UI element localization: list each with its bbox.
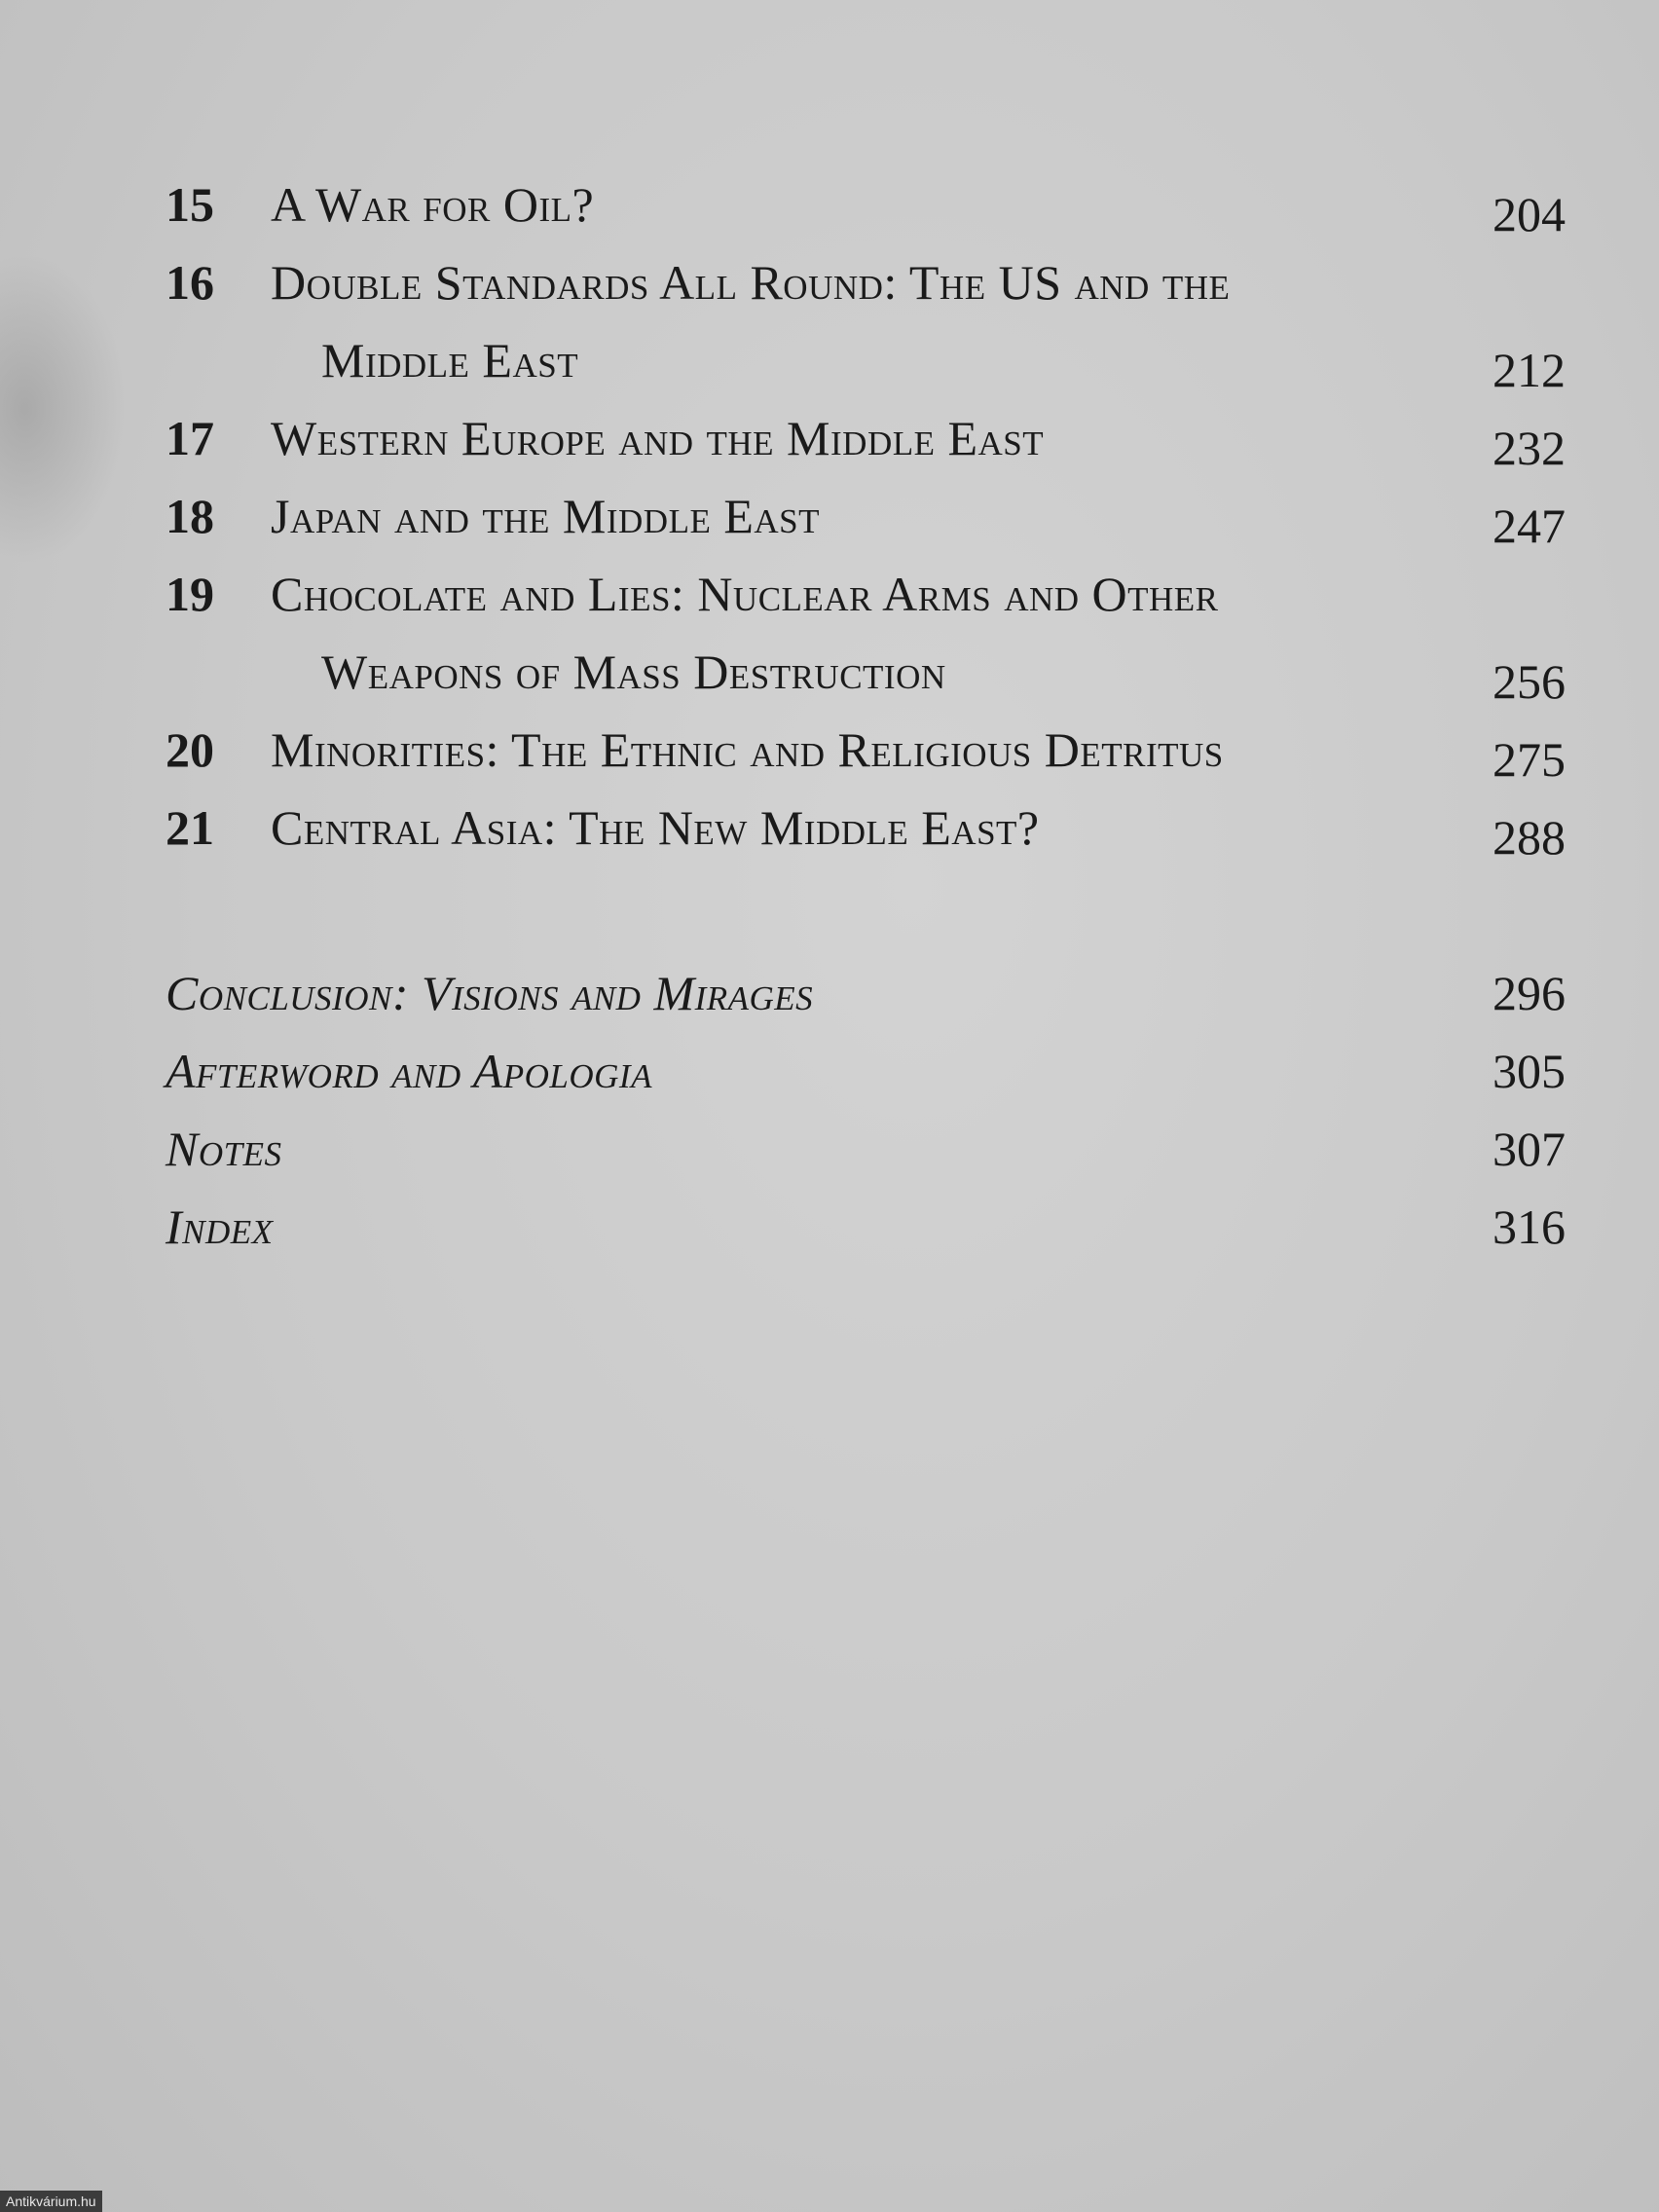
chapter-title: Central Asia: The New Middle East? (271, 800, 1040, 855)
back-matter-title: Index (166, 1199, 274, 1254)
toc-entry-notes (0, 1110, 1659, 1188)
toc-entry-19 (0, 555, 1659, 633)
toc-entry-21 (0, 789, 1659, 866)
page-number: 296 (1493, 966, 1566, 1020)
page-number: 275 (1493, 732, 1566, 787)
page-number: 307 (1493, 1122, 1566, 1176)
chapter-title-line-2: Middle East (321, 333, 579, 387)
back-matter-title: Notes (166, 1122, 282, 1176)
back-matter-title: Conclusion: Visions and Mirages (166, 966, 814, 1020)
chapter-number: 17 (166, 411, 214, 465)
chapter-number: 15 (166, 177, 214, 232)
chapter-number: 19 (166, 567, 214, 621)
toc-entry-16-continued (0, 321, 1659, 399)
chapter-number: 18 (166, 489, 214, 543)
chapter-number: 16 (166, 255, 214, 310)
chapter-title-line-1: Double Standards All Round: The US and the (271, 255, 1231, 310)
toc-entry-15 (0, 166, 1659, 243)
page-number: 305 (1493, 1044, 1566, 1098)
page-number: 204 (1493, 187, 1566, 241)
toc-entry-17 (0, 399, 1659, 477)
page-number: 232 (1493, 421, 1566, 475)
chapter-title-line-2: Weapons of Mass Destruction (321, 645, 946, 699)
chapter-title: Western Europe and the Middle East (271, 411, 1045, 465)
chapter-title: A War for Oil? (271, 177, 595, 232)
toc-entry-18 (0, 477, 1659, 555)
chapter-number: 21 (166, 800, 214, 855)
page-number: 316 (1493, 1199, 1566, 1254)
toc-entry-16 (0, 243, 1659, 321)
watermark: Antikvárium.hu (0, 2191, 102, 2212)
toc-entry-index (0, 1188, 1659, 1266)
toc-entry-conclusion (0, 954, 1659, 1032)
toc-entry-20 (0, 711, 1659, 789)
page-number: 288 (1493, 810, 1566, 865)
page-number: 212 (1493, 343, 1566, 397)
toc-entry-afterword (0, 1032, 1659, 1110)
chapter-title: Japan and the Middle East (271, 489, 820, 543)
chapter-title: Minorities: The Ethnic and Religious Detritus (271, 722, 1224, 777)
chapter-number: 20 (166, 722, 214, 777)
toc-entry-19-continued (0, 633, 1659, 711)
page-number: 256 (1493, 654, 1566, 709)
page-number: 247 (1493, 498, 1566, 553)
back-matter-title: Afterword and Apologia (166, 1044, 652, 1098)
chapter-title-line-1: Chocolate and Lies: Nuclear Arms and Other (271, 567, 1219, 621)
